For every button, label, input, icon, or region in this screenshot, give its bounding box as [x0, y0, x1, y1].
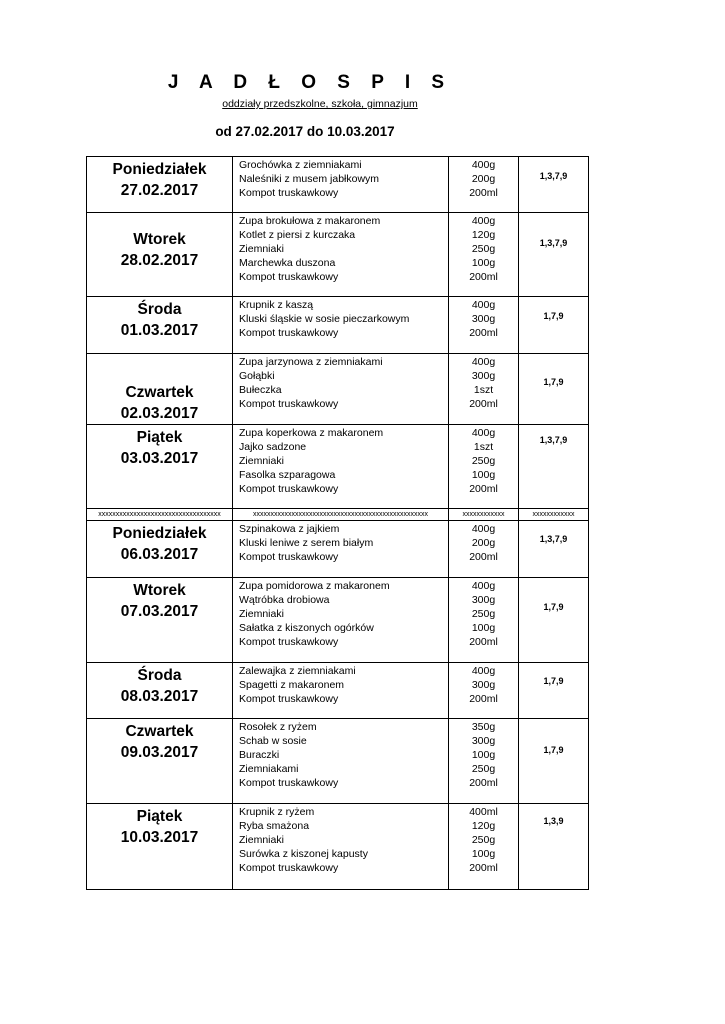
allergens-value: 1,7,9	[543, 377, 564, 387]
dish-item: Kompot truskawkowy	[239, 777, 339, 790]
quantity-item: 200ml	[469, 483, 498, 496]
dish-item: Wątróbka drobiowa	[239, 594, 330, 607]
quantity-item: 100g	[471, 622, 496, 635]
dish-item: Buraczki	[239, 749, 280, 762]
allergens-cell	[519, 354, 589, 425]
quantity-cell	[449, 213, 519, 297]
day-cell	[87, 804, 233, 890]
allergens-cell	[519, 663, 589, 719]
dish-item: Zupa pomidorowa z makaronem	[239, 580, 390, 592]
dishes-cell	[233, 354, 449, 425]
dishes-cell	[233, 213, 449, 297]
quantity-cell	[449, 157, 519, 213]
day-cell	[87, 213, 233, 297]
allergens-cell	[519, 719, 589, 804]
dish-item: Kompot truskawkowy	[239, 327, 339, 340]
quantity-item: 100g	[471, 749, 496, 762]
allergens-cell	[519, 804, 589, 890]
day-row	[87, 578, 589, 663]
day-date: 27.02.2017	[120, 182, 199, 199]
allergens-value: 1,7,9	[543, 311, 564, 321]
day-date: 09.03.2017	[120, 744, 199, 761]
quantity-item: 200ml	[469, 327, 498, 340]
quantity-item: 350g	[471, 721, 496, 733]
day-cell	[87, 521, 233, 578]
menu-period: od 27.02.2017 do 10.03.2017	[215, 124, 395, 139]
dish-item: Gołąbki	[239, 370, 275, 383]
day-name: Poniedziałek	[112, 525, 207, 542]
dish-item: Ziemniaki	[239, 455, 284, 468]
quantity-item: 200ml	[469, 551, 498, 564]
dish-item: Zalewajka z ziemniakami	[239, 665, 356, 677]
day-name: Piątek	[136, 808, 183, 825]
dish-item: Kluski śląskie w sosie pieczarkowym	[239, 313, 410, 326]
dishes-cell	[233, 578, 449, 663]
quantity-item: 200ml	[469, 398, 498, 411]
quantity-item: 250g	[471, 834, 496, 847]
quantity-item: 250g	[471, 455, 496, 468]
quantity-item: 250g	[471, 763, 496, 776]
day-row	[87, 719, 589, 804]
quantity-item: 200g	[471, 537, 496, 550]
quantity-item: 200ml	[469, 693, 498, 706]
quantity-item: 400g	[471, 523, 496, 535]
dish-item: Kompot truskawkowy	[239, 398, 339, 411]
day-row	[87, 354, 589, 425]
dish-item: Kotlet z piersi z kurczaka	[239, 229, 356, 242]
allergens-value: 1,7,9	[543, 676, 564, 686]
quantity-item: 200ml	[469, 636, 498, 649]
dishes-cell	[233, 663, 449, 719]
dish-item: Zupa jarzynowa z ziemniakami	[239, 356, 383, 368]
day-cell	[87, 354, 233, 425]
separator-cell: xxxxxxxxxxxx	[449, 509, 519, 521]
day-cell	[87, 719, 233, 804]
dish-item: Ziemniaki	[239, 834, 284, 847]
day-row	[87, 663, 589, 719]
quantity-item: 100g	[471, 257, 496, 270]
quantity-item: 250g	[471, 608, 496, 621]
quantity-item: 1szt	[473, 384, 494, 397]
dish-item: Spagetti z makaronem	[239, 679, 345, 692]
allergens-cell	[519, 297, 589, 354]
quantity-item: 400g	[471, 580, 496, 592]
day-row	[87, 425, 589, 509]
quantity-item: 200ml	[469, 862, 498, 875]
quantity-item: 250g	[471, 243, 496, 256]
dish-item: Kompot truskawkowy	[239, 483, 339, 496]
quantity-item: 400g	[471, 215, 496, 227]
day-row	[87, 521, 589, 578]
quantity-item: 400g	[471, 665, 496, 677]
quantity-cell	[449, 425, 519, 509]
allergens-value: 1,3,7,9	[539, 435, 568, 445]
quantity-item: 400g	[471, 427, 496, 439]
dish-item: Ziemniakami	[239, 763, 299, 776]
dishes-cell	[233, 719, 449, 804]
dish-item: Kompot truskawkowy	[239, 862, 339, 875]
dish-item: Surówka z kiszonej kapusty	[239, 848, 368, 861]
quantity-item: 200ml	[469, 187, 498, 200]
day-name: Czwartek	[125, 723, 194, 740]
dish-item: Szpinakowa z jajkiem	[239, 523, 340, 535]
dish-item: Kompot truskawkowy	[239, 693, 339, 706]
page-title: J A D Ł O S P I S	[167, 72, 453, 93]
dishes-cell	[233, 521, 449, 578]
day-date: 08.03.2017	[120, 688, 199, 705]
day-date: 10.03.2017	[120, 829, 199, 846]
day-date: 06.03.2017	[120, 546, 199, 563]
day-cell	[87, 157, 233, 213]
day-row	[87, 157, 589, 213]
dishes-cell	[233, 297, 449, 354]
dish-item: Zupa koperkowa z makaronem	[239, 427, 384, 439]
dish-item: Kompot truskawkowy	[239, 187, 339, 200]
separator-cell: xxxxxxxxxxxx	[519, 509, 589, 521]
allergens-value: 1,3,7,9	[539, 171, 568, 181]
quantity-item: 200g	[471, 173, 496, 186]
separator-cell: xxxxxxxxxxxxxxxxxxxxxxxxxxxxxxxxxxxxxxxxxxxxxxxxxx	[233, 509, 449, 521]
dish-item: Kompot truskawkowy	[239, 551, 339, 564]
quantity-item: 1szt	[473, 441, 494, 454]
dish-item: Kompot truskawkowy	[239, 636, 339, 649]
dish-item: Kompot truskawkowy	[239, 271, 339, 284]
week-separator-row	[87, 509, 589, 521]
day-date: 28.02.2017	[120, 252, 199, 269]
day-name: Czwartek	[125, 384, 194, 401]
dish-item: Grochówka z ziemniakami	[239, 159, 362, 171]
dish-item: Krupnik z kaszą	[239, 299, 314, 311]
allergens-cell	[519, 425, 589, 509]
quantity-item: 200ml	[469, 271, 498, 284]
quantity-item: 300g	[471, 370, 496, 383]
dish-item: Ziemniaki	[239, 608, 284, 621]
dish-item: Fasolka szparagowa	[239, 469, 336, 482]
allergens-value: 1,3,9	[543, 816, 564, 826]
quantity-item: 300g	[471, 735, 496, 748]
quantity-cell	[449, 578, 519, 663]
dish-item: Ziemniaki	[239, 243, 284, 256]
allergens-value: 1,7,9	[543, 602, 564, 612]
dish-item: Marchewka duszona	[239, 257, 336, 270]
quantity-cell	[449, 804, 519, 890]
quantity-item: 120g	[471, 820, 496, 833]
dish-item: Krupnik z ryżem	[239, 806, 315, 818]
day-cell	[87, 297, 233, 354]
day-row	[87, 297, 589, 354]
day-row	[87, 213, 589, 297]
allergens-value: 1,3,7,9	[539, 534, 568, 544]
day-date: 01.03.2017	[120, 322, 199, 339]
dishes-cell	[233, 157, 449, 213]
day-cell	[87, 663, 233, 719]
allergens-cell	[519, 213, 589, 297]
dish-item: Ryba smażona	[239, 820, 310, 833]
dish-item: Jajko sadzone	[239, 441, 307, 454]
day-name: Wtorek	[133, 582, 186, 599]
dish-item: Naleśniki z musem jabłkowym	[239, 173, 380, 186]
allergens-cell	[519, 521, 589, 578]
day-name: Środa	[137, 667, 182, 684]
quantity-cell	[449, 719, 519, 804]
day-cell	[87, 578, 233, 663]
separator-cell: xxxxxxxxxxxxxxxxxxxxxxxxxxxxxxxxxxx	[87, 509, 233, 521]
quantity-cell	[449, 521, 519, 578]
dish-item: Schab w sosie	[239, 735, 307, 748]
day-date: 07.03.2017	[120, 603, 199, 620]
quantity-item: 400g	[471, 299, 496, 311]
day-name: Wtorek	[133, 231, 186, 248]
quantity-item: 400ml	[469, 806, 498, 818]
quantity-item: 300g	[471, 594, 496, 607]
quantity-cell	[449, 297, 519, 354]
dishes-cell	[233, 425, 449, 509]
day-name: Poniedziałek	[112, 161, 207, 178]
quantity-cell	[449, 354, 519, 425]
day-cell	[87, 425, 233, 509]
quantity-cell	[449, 663, 519, 719]
dish-item: Zupa brokułowa z makaronem	[239, 215, 381, 227]
dish-item: Rosołek z ryżem	[239, 721, 317, 733]
dish-item: Bułeczka	[239, 384, 282, 397]
quantity-item: 100g	[471, 848, 496, 861]
day-date: 03.03.2017	[120, 450, 199, 467]
quantity-item: 400g	[471, 356, 496, 368]
allergens-cell	[519, 578, 589, 663]
allergens-value: 1,3,7,9	[539, 238, 568, 248]
page-subtitle: oddziały przedszkolne, szkoła, gimnazjum	[222, 98, 418, 110]
quantity-item: 300g	[471, 313, 496, 326]
quantity-item: 300g	[471, 679, 496, 692]
day-name: Piątek	[136, 429, 183, 446]
dish-item: Sałatka z kiszonych ogórków	[239, 622, 374, 635]
day-row	[87, 804, 589, 890]
quantity-item: 120g	[471, 229, 496, 242]
day-name: Środa	[137, 301, 182, 318]
dishes-cell	[233, 804, 449, 890]
allergens-cell	[519, 157, 589, 213]
dish-item: Kluski leniwe z serem białym	[239, 537, 374, 550]
quantity-item: 200ml	[469, 777, 498, 790]
allergens-value: 1,7,9	[543, 745, 564, 755]
quantity-item: 100g	[471, 469, 496, 482]
day-date: 02.03.2017	[120, 405, 199, 422]
quantity-item: 400g	[471, 159, 496, 171]
menu-table	[86, 156, 589, 890]
